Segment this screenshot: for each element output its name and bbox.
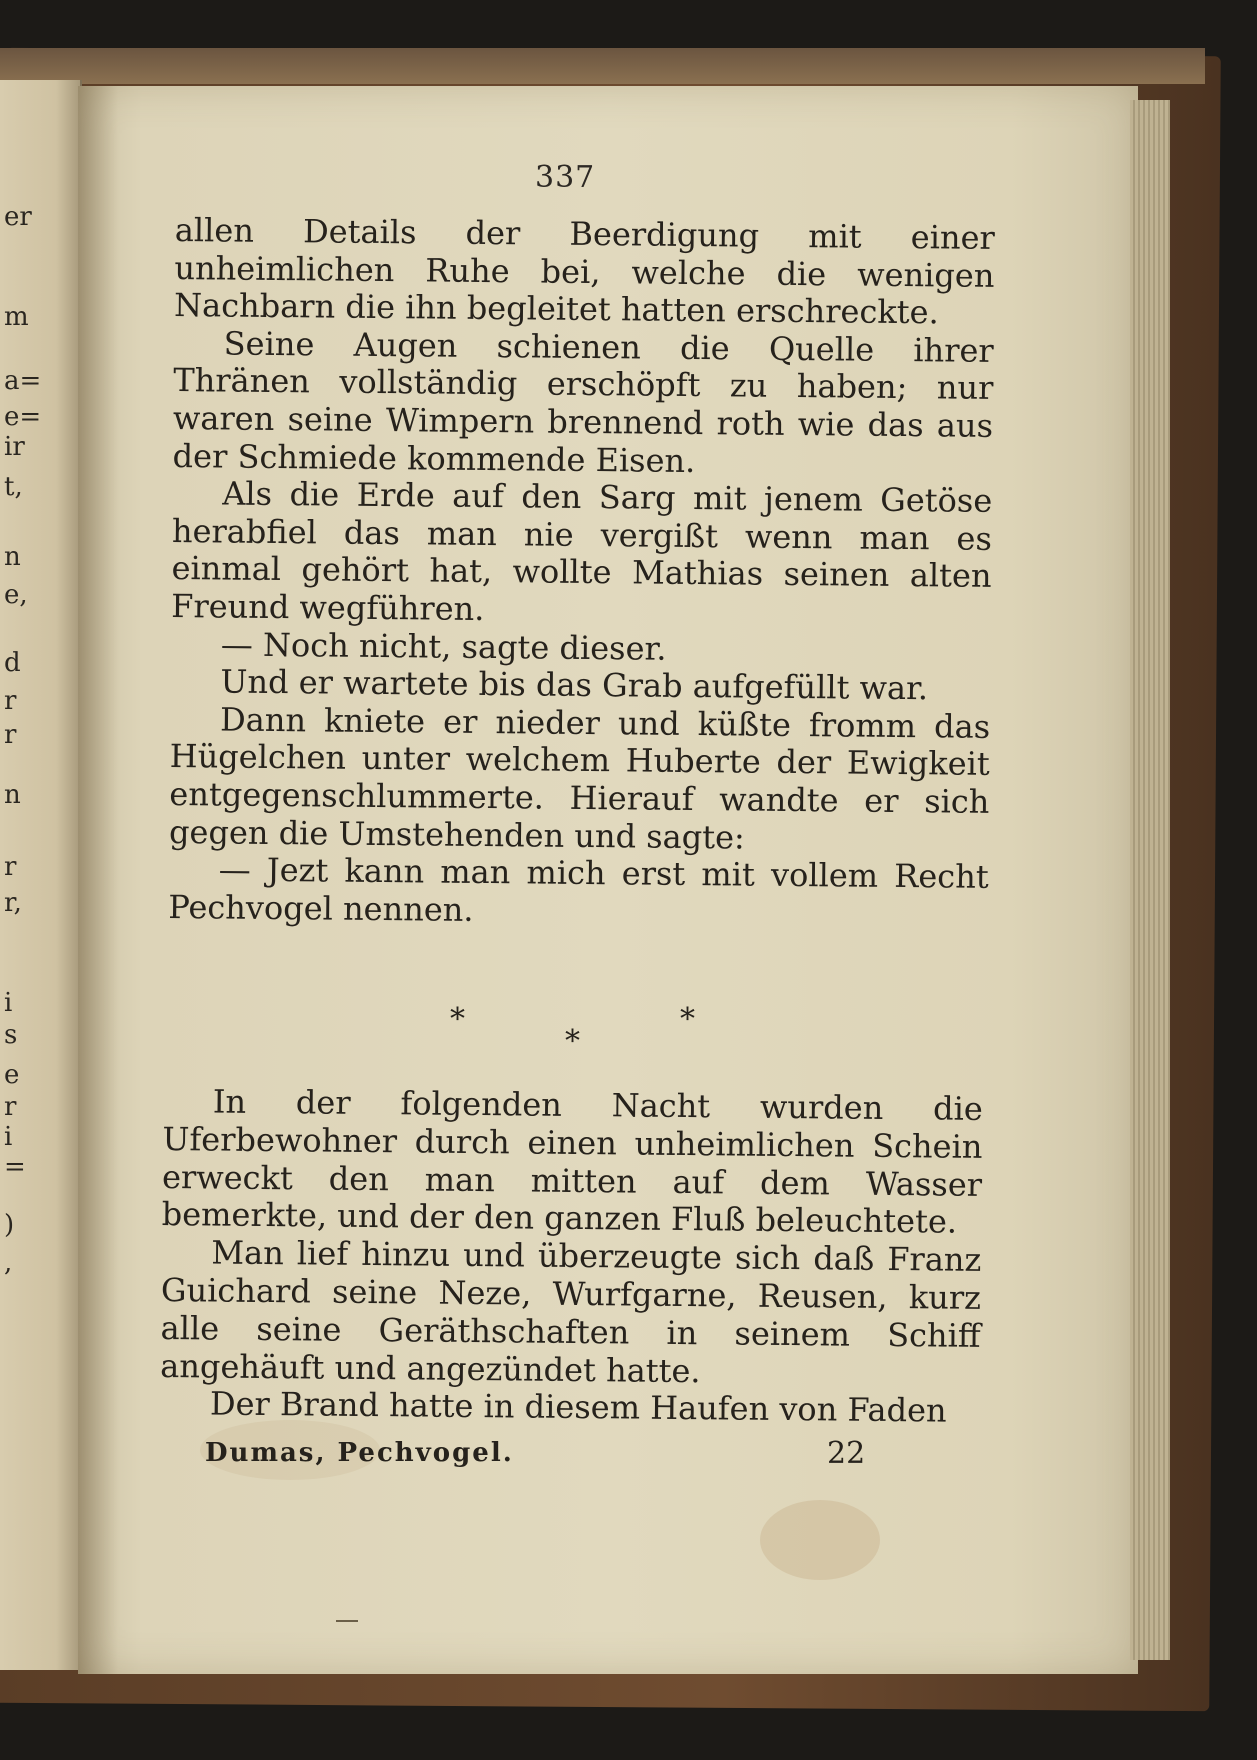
page-footer [205, 1438, 905, 1478]
left-page-fragment: ) [4, 1210, 15, 1240]
paragraph: Und er wartete bis das Grab aufgefüllt war. [220, 662, 929, 708]
left-page-fragment: er [4, 202, 32, 232]
left-page-fragment: i [4, 1122, 13, 1152]
paragraph: allen Details der Beerdigung mit einer unheimlichen Ruhe bei, welche die wenigen Nachbarn die ihn begleitet hatten erschreckte. [173, 211, 995, 332]
previous-page-sliver [0, 80, 82, 1670]
printer-signature: Dumas, Pechvogel. [205, 1438, 514, 1468]
ink-mark [336, 1620, 358, 1622]
paragraph: Man lief hinzu und überzeugte sich daß Franz Guichard seine Neze, Wurfgarne, Reusen, kurz alle seine Geräthschaften in seinem Schiff angehäuft und angezündet hatte. [160, 1233, 982, 1390]
text-block-bottom [160, 1083, 983, 1431]
left-page-fragment: n [4, 780, 21, 810]
text-block-top [168, 212, 995, 934]
left-page-fragment: r [4, 686, 17, 716]
page-number: 337 [535, 160, 596, 195]
section-separator [440, 1002, 710, 1062]
left-page-fragment: = [4, 1152, 26, 1182]
left-page-fragment: r [4, 1092, 17, 1122]
paragraph: — Jezt kann man mich erst mit vollem Recht Pechvogel nennen. [168, 850, 989, 929]
separator-star: * [565, 1024, 580, 1059]
spine-shadow [78, 86, 118, 1674]
sheet-number: 22 [827, 1436, 866, 1471]
left-page-fragment: r [4, 720, 17, 750]
left-page-fragment: i [4, 988, 13, 1018]
paragraph: In der folgenden Nacht wurden die Uferbewohner durch einen unheimlichen Schein erweckt den man mitten auf dem Wasser bemerkte, und der den ganzen Fluß beleuchtete. [161, 1082, 983, 1242]
left-page-fragment: t, [4, 472, 23, 502]
paragraph: Dann kniete er nieder und küßte fromm das Hügelchen unter welchem Huberte der Ewigkeit entgegenschlummerte. Hierauf wandte er sich gegen die Umstehenden und sagte: [168, 700, 991, 856]
separator-star: * [450, 1002, 465, 1037]
paragraph: Seine Augen schienen die Quelle ihrer Thränen vollständig erschöpft zu haben; nur waren seine Wimpern brennend roth wie das aus der Schmiede kommende Eisen. [172, 324, 994, 480]
paper-stain [760, 1500, 880, 1580]
left-page-fragment: r [4, 852, 17, 882]
left-page-fragment: e [4, 1060, 20, 1090]
paragraph: — Noch nicht, sagte dieser. [220, 624, 667, 668]
paragraph: Als die Erde auf den Sarg mit jenem Getöse herabfiel das man nie vergißt wenn man es einmal gehört hat, wollte Mathias seinen alten Freund wegführen. [171, 474, 993, 628]
left-page-fragment: ir [4, 432, 25, 462]
left-page-fragment: e, [4, 580, 28, 610]
separator-star: * [680, 1002, 695, 1037]
left-page-fragment: m [4, 302, 29, 332]
book-cover-top-edge [0, 48, 1205, 84]
left-page-fragment: r, [4, 888, 22, 918]
left-page-fragment: , [4, 1248, 13, 1278]
left-page-fragment: s [4, 1020, 18, 1050]
left-page-fragment: a= [4, 366, 42, 396]
left-page-fragment: d [4, 648, 21, 678]
left-page-fragment: e= [4, 402, 42, 432]
left-page-fragment: n [4, 542, 21, 572]
page-edges [1130, 100, 1170, 1660]
paragraph: Der Brand hatte in diesem Haufen von Faden [209, 1384, 947, 1430]
